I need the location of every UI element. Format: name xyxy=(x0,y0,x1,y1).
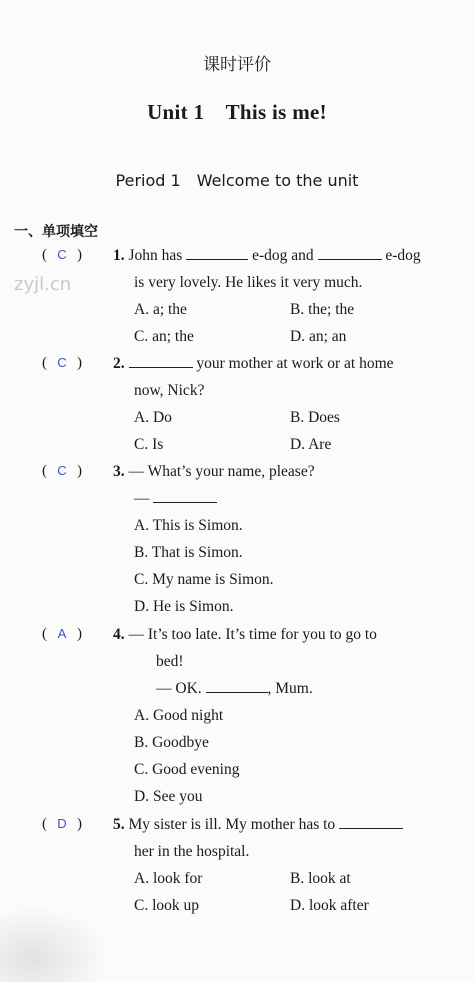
option: A. a; the xyxy=(134,301,187,318)
reply-text: , Mum. xyxy=(267,680,313,697)
question-number: 4. xyxy=(113,626,125,643)
option: B. look at xyxy=(290,870,351,887)
watermark: zyjl.cn xyxy=(14,274,72,295)
answer-value: A xyxy=(57,626,67,641)
page-header: 课时评价 xyxy=(203,55,271,75)
stem-text: e-dog and xyxy=(252,247,314,264)
question-stem xyxy=(113,463,315,481)
stem-line: her in the hospital. xyxy=(134,843,250,860)
answer-slot: ( C ) xyxy=(42,247,82,263)
answer-blank xyxy=(186,259,248,260)
reply-line xyxy=(134,490,217,508)
option: D. look after xyxy=(290,897,369,914)
stem-line: is very lovely. He likes it very much. xyxy=(134,274,363,291)
question-stem xyxy=(113,626,377,644)
option: D. See you xyxy=(134,788,203,805)
option: C. Is xyxy=(134,436,164,453)
option: A. Good night xyxy=(134,707,224,724)
answer-value: C xyxy=(57,355,67,370)
answer-value: C xyxy=(57,247,67,262)
stem-line: bed! xyxy=(156,653,184,670)
question-number: 1. xyxy=(113,247,125,264)
question-stem xyxy=(113,816,403,834)
question-stem xyxy=(113,247,421,265)
answer-value: D xyxy=(57,816,67,831)
answer-slot: ( A ) xyxy=(42,626,82,642)
answer-blank xyxy=(153,502,217,503)
option: A. Do xyxy=(134,409,172,426)
stem-line: now, Nick? xyxy=(134,382,205,399)
answer-blank xyxy=(318,259,382,260)
option: B. Goodbye xyxy=(134,734,209,751)
option: C. My name is Simon. xyxy=(134,571,274,588)
stem-text: John has xyxy=(128,247,183,264)
question-number: 2. xyxy=(113,355,125,372)
dash: — xyxy=(134,490,150,507)
page-smudge xyxy=(0,905,110,982)
stem-text: e-dog xyxy=(385,247,421,264)
option: D. He is Simon. xyxy=(134,598,234,615)
question-number: 3. xyxy=(113,463,125,480)
option: D. Are xyxy=(290,436,332,453)
option: C. Good evening xyxy=(134,761,240,778)
answer-slot: ( D ) xyxy=(42,816,82,832)
option: D. an; an xyxy=(290,328,347,345)
answer-blank xyxy=(129,367,193,368)
question-number: 5. xyxy=(113,816,125,833)
section-title: 一、单项填空 xyxy=(14,224,98,240)
option: A. look for xyxy=(134,870,203,887)
answer-slot: ( C ) xyxy=(42,463,82,479)
option: C. look up xyxy=(134,897,200,914)
option: B. the; the xyxy=(290,301,355,318)
period-title: Period 1 Welcome to the unit xyxy=(115,171,359,190)
unit-title: Unit 1 This is me! xyxy=(147,100,327,124)
option: B. That is Simon. xyxy=(134,544,243,561)
reply-text: — OK. xyxy=(156,680,202,697)
option: B. Does xyxy=(290,409,340,426)
stem-text: — What’s your name, please? xyxy=(128,463,315,480)
answer-value: C xyxy=(57,463,67,478)
option: A. This is Simon. xyxy=(134,517,243,534)
stem-text: — It’s too late. It’s time for you to go to xyxy=(128,626,377,643)
answer-slot: ( C ) xyxy=(42,355,82,371)
stem-text: My sister is ill. My mother has to xyxy=(128,816,336,833)
question-stem xyxy=(113,355,394,373)
reply-line xyxy=(156,680,313,698)
stem-text: your mother at work or at home xyxy=(196,355,394,372)
option: C. an; the xyxy=(134,328,194,345)
answer-blank xyxy=(206,692,268,693)
answer-blank xyxy=(339,828,403,829)
